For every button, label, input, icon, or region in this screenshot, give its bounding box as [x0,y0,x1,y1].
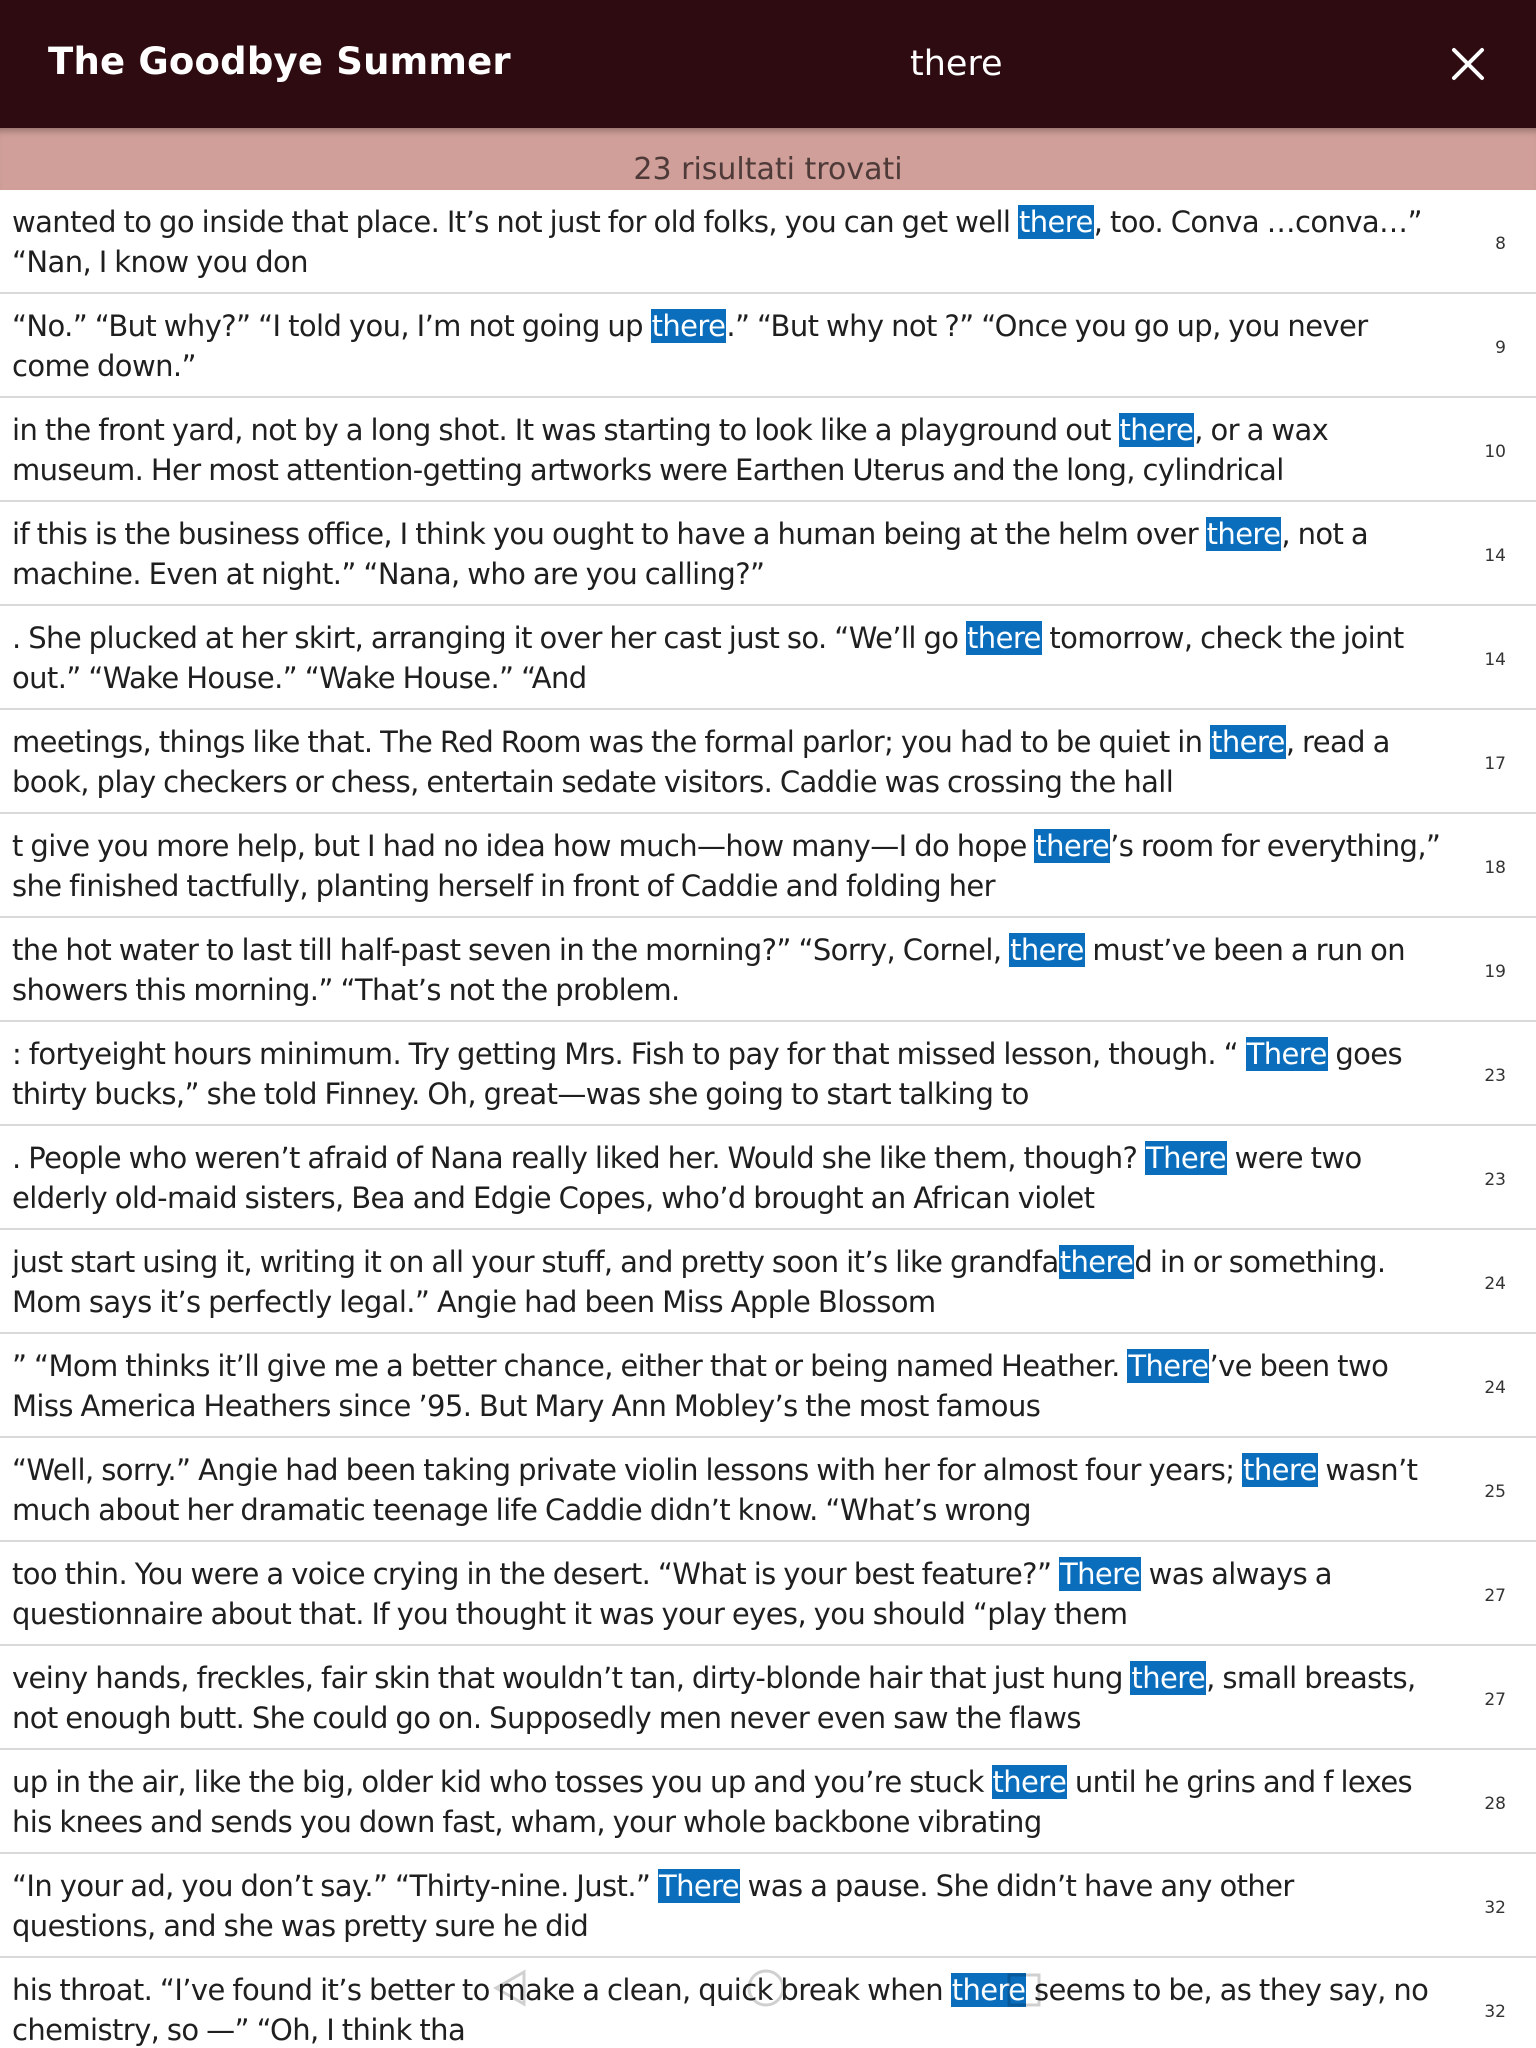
match-highlight: there [951,1973,1026,2007]
result-snippet [12,202,1442,282]
result-page-number: 27 [1484,1690,1506,1710]
match-highlight: there [1018,205,1093,239]
result-page-number: 8 [1495,234,1506,254]
search-result-row[interactable] [0,710,1536,814]
result-page-number: 32 [1484,1898,1506,1918]
nav-home-button[interactable] [746,1968,786,2012]
result-snippet [12,410,1442,490]
result-page-number: 28 [1484,1794,1506,1814]
snippet-before-text: “Well, sorry.” Angie had been taking private violin lessons with her for almost four years; [12,1453,1243,1487]
result-page-number: 23 [1484,1170,1506,1190]
result-snippet [12,1970,1442,2048]
result-page-number: 24 [1484,1274,1506,1294]
snippet-before-text: meetings, things like that. The Red Room was the formal parlor; you had to be quiet in [12,725,1211,759]
search-result-row[interactable] [0,1334,1536,1438]
search-result-row[interactable] [0,1542,1536,1646]
match-highlight: There [1145,1141,1227,1175]
match-highlight: there [1035,829,1110,863]
snippet-after-text: , or a wax museum. Her most attention-getting artworks were Earthen Uterus and the long, cylindrical [12,413,1329,487]
search-result-row[interactable] [0,1750,1536,1854]
close-icon [1440,36,1496,92]
results-banner [0,128,1536,190]
result-snippet [12,1450,1442,1530]
nav-recents-button[interactable] [1006,1972,1042,2012]
result-snippet [12,1658,1442,1738]
app-header [0,0,1536,128]
match-highlight: there [1211,725,1285,759]
result-snippet [12,1034,1442,1114]
snippet-after-text: , small breasts, not enough butt. She could go on. Supposedly men never even saw the flaws [12,1661,1416,1735]
snippet-before-text: ” “Mom thinks it’ll give me a better chance, either that or being named Heather. [12,1349,1128,1383]
snippet-after-text: tomorrow, check the joint out.” “Wake House.” “Wake House.” “And [12,621,1404,695]
close-search-button[interactable] [1440,36,1496,92]
match-highlight: There [1128,1349,1209,1383]
match-highlight: There [1246,1037,1327,1071]
search-result-row[interactable] [0,190,1536,294]
result-snippet [12,930,1442,1010]
snippet-after-text: was always a questionnaire about that. If you thought it was your eyes, you should “play them [12,1557,1332,1631]
snippet-after-text: must’ve been a run on showers this morning.” “That’s not the problem. [12,933,1406,1007]
match-highlight: there [967,621,1041,655]
match-highlight: there [1206,517,1281,551]
snippet-before-text: : fortyeight hours minimum. Try getting Mrs. Fish to pay for that missed lesson, though. “ [12,1037,1246,1071]
search-result-row[interactable] [0,1022,1536,1126]
search-result-row[interactable] [0,1646,1536,1750]
result-page-number: 10 [1484,442,1506,462]
search-result-row[interactable] [0,814,1536,918]
snippet-after-text: seems to be, as they say, no chemistry, so —” “Oh, I think tha [12,1973,1429,2047]
snippet-after-text: .” “But why not ?” “Once you go up, you never come down.” [12,309,1368,383]
snippet-before-text: up in the air, like the big, older kid who tosses you up and you’re stuck [12,1765,992,1799]
snippet-after-text: , read a book, play checkers or chess, entertain sedate visitors. Caddie was crossing the hall [12,725,1390,799]
result-page-number: 9 [1495,338,1506,358]
snippet-before-text: the hot water to last till half-past seven in the morning?” “Sorry, Cornel, [12,933,1010,967]
match-highlight: there [1059,1245,1134,1279]
back-triangle-icon [492,1968,528,2008]
match-highlight: there [1131,1661,1206,1695]
snippet-before-text: . She plucked at her skirt, arranging it over her cast just so. “We’ll go [12,621,967,655]
search-result-row[interactable] [0,1438,1536,1542]
home-circle-icon [746,1968,786,2008]
search-result-row[interactable] [0,918,1536,1022]
snippet-before-text: wanted to go inside that place. It’s not just for old folks, you can get well [12,205,1018,239]
result-snippet [12,514,1442,594]
result-snippet [12,1138,1442,1218]
match-highlight: there [992,1765,1067,1799]
snippet-after-text: , too. Conva …conva…” “Nan, I know you don [12,205,1422,279]
result-page-number: 32 [1484,2002,1506,2022]
result-page-number: 14 [1484,546,1506,566]
result-snippet [12,722,1442,802]
snippet-before-text: if this is the business office, I think you ought to have a human being at the helm over [12,517,1206,551]
result-page-number: 27 [1484,1586,1506,1606]
result-page-number: 18 [1484,858,1506,878]
result-page-number: 23 [1484,1066,1506,1086]
snippet-before-text: “In your ad, you don’t say.” “Thirty-nine. Just.” [12,1869,658,1903]
snippet-before-text: his throat. “I’ve found it’s better to make a clean, quick break when [12,1973,951,2007]
results-count: 23 risultati trovati [633,152,903,187]
result-page-number: 17 [1484,754,1506,774]
search-result-row[interactable] [0,606,1536,710]
snippet-before-text: “No.” “But why?” “I told you, I’m not going up [12,309,651,343]
recents-square-icon [1006,1972,1042,2008]
result-page-number: 24 [1484,1378,1506,1398]
snippet-before-text: t give you more help, but I had no idea how much—how many—I do hope [12,829,1035,863]
result-snippet [12,826,1442,906]
match-highlight: There [1059,1557,1141,1591]
search-result-row[interactable] [0,294,1536,398]
snippet-after-text: , not a machine. Even at night.” “Nana, who are you calling?” [12,517,1369,591]
snippet-before-text: in the front yard, not by a long shot. It was starting to look like a playground out [12,413,1119,447]
match-highlight: There [658,1869,740,1903]
match-highlight: there [651,309,726,343]
result-snippet [12,618,1442,698]
snippet-before-text: just start using it, writing it on all your stuff, and pretty soon it’s like grandfa [12,1245,1059,1279]
snippet-after-text: until he grins and f lexes his knees and sends you down fast, wham, your whole backbone vibrating [12,1765,1413,1839]
snippet-before-text: veiny hands, freckles, fair skin that wouldn’t tan, dirty-blonde hair that just hung [12,1661,1131,1695]
nav-back-button[interactable] [492,1968,528,2012]
snippet-after-text: goes thirty bucks,” she told Finney. Oh, great—was she going to start talking to [12,1037,1403,1111]
result-page-number: 19 [1484,962,1506,982]
search-result-row[interactable] [0,398,1536,502]
result-snippet [12,1346,1442,1426]
result-snippet [12,306,1442,386]
book-title: The Goodbye Summer [48,40,511,83]
search-query[interactable]: there [910,44,1003,84]
search-result-row[interactable] [0,502,1536,606]
snippet-before-text: too thin. You were a voice crying in the desert. “What is your best feature?” [12,1557,1059,1591]
snippet-after-text: d in or something. Mom says it’s perfectly legal.” Angie had been Miss Apple Blossom [12,1245,1386,1319]
snippet-after-text: ’ve been two Miss America Heathers since ’95. But Mary Ann Mobley’s the most famous [12,1349,1389,1423]
search-result-row[interactable] [0,1126,1536,1230]
match-highlight: there [1243,1453,1317,1487]
snippet-after-text: wasn’t much about her dramatic teenage life Caddie didn’t know. “What’s wrong [12,1453,1418,1527]
match-highlight: there [1010,933,1084,967]
result-snippet [12,1554,1442,1634]
result-snippet [12,1242,1442,1322]
snippet-before-text: . People who weren’t afraid of Nana really liked her. Would she like them, though? [12,1141,1145,1175]
snippet-after-text: were two elderly old-maid sisters, Bea and Edgie Copes, who’d brought an African violet [12,1141,1362,1215]
snippet-after-text: ’s room for everything,” she finished tactfully, planting herself in front of Caddie and folding her [12,829,1441,903]
results-list [0,190,1536,2048]
search-result-row[interactable] [0,1230,1536,1334]
match-highlight: there [1119,413,1194,447]
result-snippet [12,1866,1442,1946]
result-snippet [12,1762,1442,1842]
snippet-after-text: was a pause. She didn’t have any other questions, and she was pretty sure he did [12,1869,1294,1943]
search-result-row[interactable] [0,1854,1536,1958]
result-page-number: 25 [1484,1482,1506,1502]
result-page-number: 14 [1484,650,1506,670]
